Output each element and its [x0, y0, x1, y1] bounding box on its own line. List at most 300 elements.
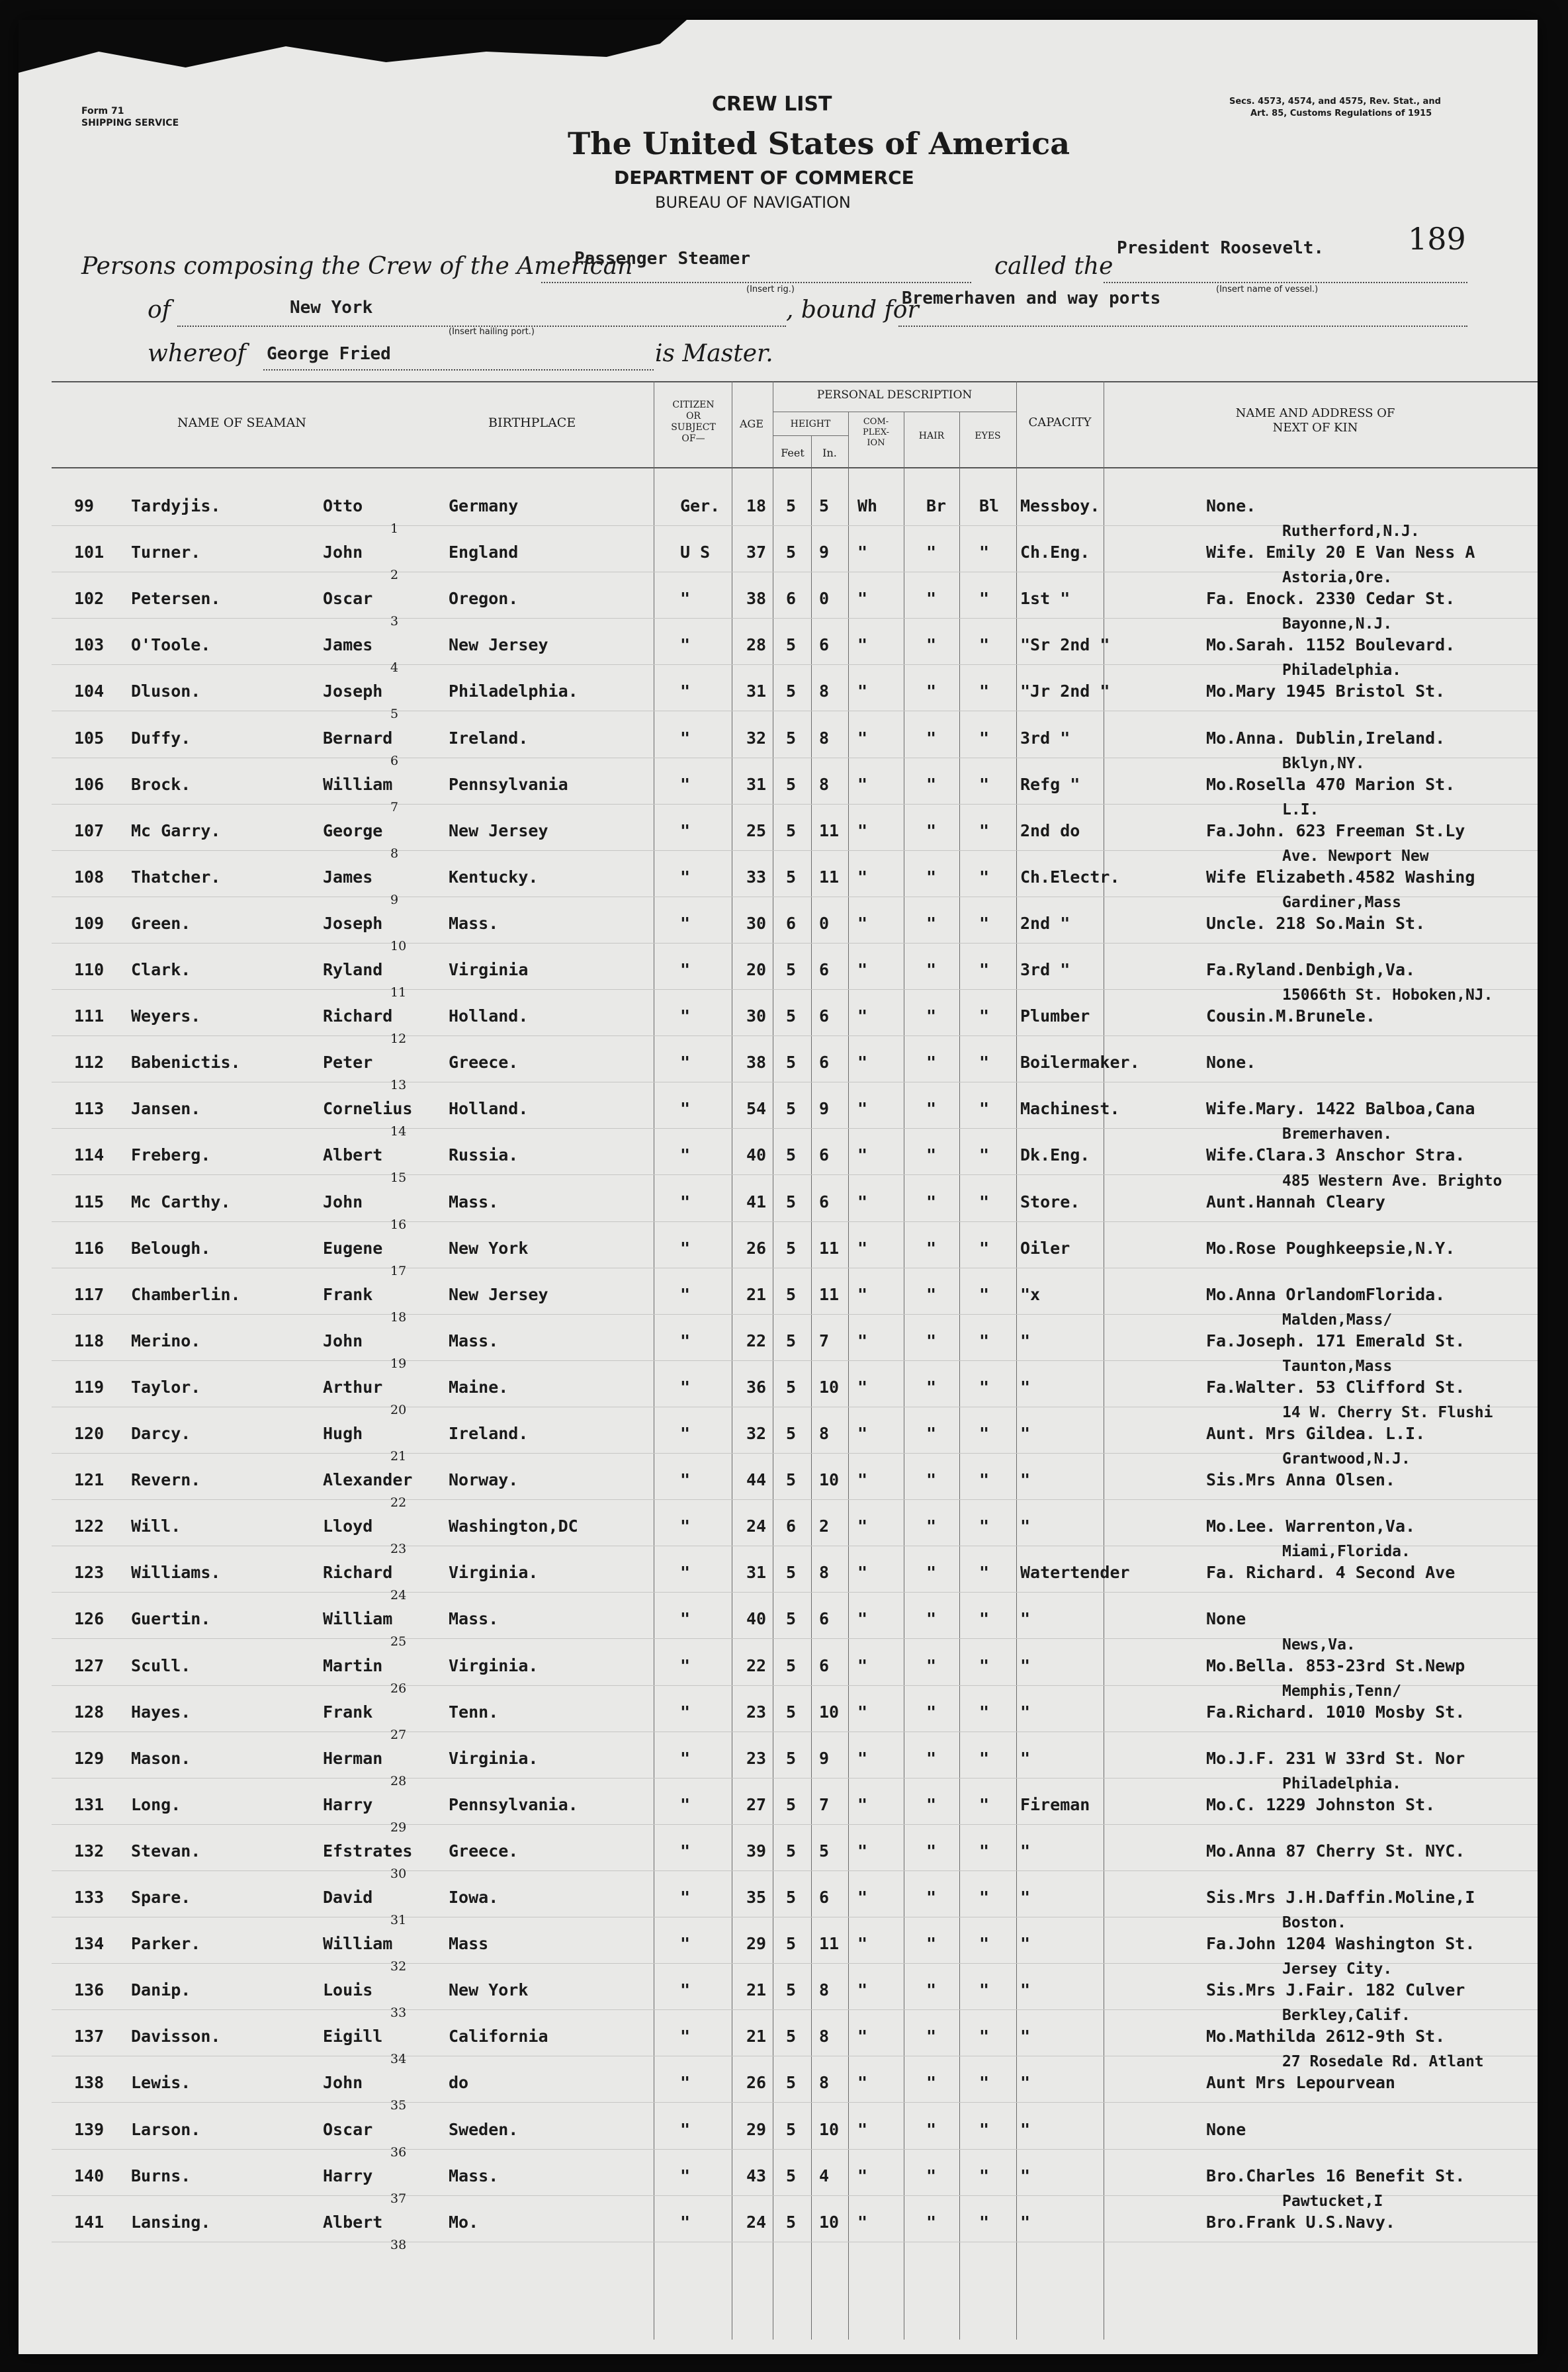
- seaman-surname: Mason.: [131, 1748, 191, 1768]
- complexion-cell: ": [857, 2212, 868, 2232]
- height-feet-cell: 5: [786, 1980, 797, 2000]
- capacity-cell: ": [1020, 1655, 1031, 1675]
- row-number: 134: [74, 1934, 105, 1954]
- seaman-given-name: William: [323, 774, 393, 794]
- height-feet-cell: 5: [786, 1238, 797, 1258]
- col-name-of-seaman: NAME OF SEAMAN: [177, 416, 306, 430]
- seaman-given-name: George: [323, 820, 383, 840]
- complexion-cell: ": [857, 1888, 868, 1907]
- seaman-given-name: Joseph: [323, 681, 383, 701]
- complexion-cell: ": [857, 1609, 868, 1629]
- row-number: 99: [74, 496, 95, 515]
- age-cell: 38: [746, 589, 767, 609]
- seaman-surname: Hayes.: [131, 1702, 191, 1722]
- eyes-cell: ": [979, 728, 990, 748]
- row-number: 122: [74, 1516, 105, 1536]
- next-of-kin-cell: Sis.Mrs J.Fair. 182 Culver: [1206, 1980, 1465, 2000]
- seaman-surname: Taylor.: [131, 1377, 201, 1397]
- hair-cell: ": [926, 681, 937, 701]
- eyes-cell: ": [979, 960, 990, 979]
- next-of-kin-address-extra: Pawtucket,I: [1282, 2192, 1383, 2210]
- line-index: 12: [390, 1032, 407, 1047]
- line-index: 11: [390, 985, 407, 1000]
- col-complexion-line-3: ION: [867, 438, 885, 448]
- capacity-cell: ": [1020, 1424, 1031, 1443]
- age-cell: 23: [746, 1702, 767, 1722]
- hair-cell: ": [926, 2166, 937, 2185]
- next-of-kin-cell: None.: [1206, 1053, 1256, 1073]
- birthplace-cell: Greece.: [449, 1053, 519, 1073]
- eyes-cell: ": [979, 2027, 990, 2046]
- seaman-given-name: Richard: [323, 1563, 393, 1583]
- next-of-kin-address-extra: L.I.: [1282, 801, 1319, 818]
- row-number: 119: [74, 1377, 105, 1397]
- height-feet-cell: 5: [786, 2212, 797, 2232]
- complexion-cell: ": [857, 2027, 868, 2046]
- seaman-surname: Will.: [131, 1516, 181, 1536]
- row-number: 103: [74, 635, 105, 655]
- citizen-cell: ": [680, 1470, 691, 1490]
- col-personal-description: PERSONAL DESCRIPTION: [816, 388, 973, 402]
- seaman-surname: Duffy.: [131, 728, 191, 748]
- capacity-cell: ": [1020, 1702, 1031, 1722]
- next-of-kin-address-extra: Bklyn,NY.: [1282, 754, 1365, 772]
- capacity-cell: ": [1020, 1748, 1031, 1768]
- line-index: 32: [390, 1959, 407, 1974]
- col-eyes: EYES: [975, 431, 1001, 441]
- next-of-kin-address-extra: Grantwood,N.J.: [1282, 1450, 1411, 1468]
- height-feet-cell: 5: [786, 543, 797, 562]
- age-cell: 38: [746, 1053, 767, 1073]
- row-number: 140: [74, 2166, 105, 2185]
- eyes-cell: ": [979, 1099, 990, 1119]
- height-feet-cell: 5: [786, 960, 797, 979]
- eyes-cell: ": [979, 2166, 990, 2185]
- next-of-kin-cell: None: [1206, 1609, 1246, 1629]
- eyes-cell: ": [979, 1331, 990, 1350]
- height-inches-cell: 8: [819, 774, 830, 794]
- seaman-surname: Stevan.: [131, 1841, 201, 1861]
- complexion-cell: ": [857, 1702, 868, 1722]
- shipping-service-label: SHIPPING SERVICE: [81, 118, 179, 128]
- age-cell: 30: [746, 913, 767, 933]
- row-number: 109: [74, 913, 105, 933]
- seaman-given-name: John: [323, 1331, 363, 1350]
- complexion-cell: ": [857, 2119, 868, 2139]
- eyes-cell: ": [979, 1006, 990, 1026]
- birthplace-cell: Virginia.: [449, 1655, 539, 1675]
- seaman-surname: Weyers.: [131, 1006, 201, 1026]
- height-inches-cell: 2: [819, 1516, 830, 1536]
- next-of-kin-cell: Mo.Mathilda 2612-9th St.: [1206, 2027, 1446, 2046]
- citizen-cell: ": [680, 2212, 691, 2232]
- hair-cell: ": [926, 1006, 937, 1026]
- line-index: 5: [390, 707, 399, 722]
- birthplace-cell: Virginia.: [449, 1563, 539, 1583]
- height-feet-cell: 5: [786, 2166, 797, 2185]
- age-cell: 32: [746, 1424, 767, 1443]
- seaman-surname: Merino.: [131, 1331, 201, 1350]
- height-inches-cell: 11: [819, 1934, 840, 1954]
- height-inches-cell: 7: [819, 1794, 830, 1814]
- eyes-cell: ": [979, 1377, 990, 1397]
- height-feet-cell: 5: [786, 1841, 797, 1861]
- age-cell: 24: [746, 2212, 767, 2232]
- citizen-cell: ": [680, 1934, 691, 1954]
- capacity-cell: ": [1020, 1980, 1031, 2000]
- hair-cell: ": [926, 2119, 937, 2139]
- col-hair: HAIR: [918, 431, 945, 441]
- hair-cell: ": [926, 1934, 937, 1954]
- complexion-cell: ": [857, 820, 868, 840]
- capacity-cell: Machinest.: [1020, 1099, 1120, 1119]
- height-inches-cell: 4: [819, 2166, 830, 2185]
- height-feet-cell: 5: [786, 728, 797, 748]
- birthplace-cell: Mass.: [449, 1192, 499, 1211]
- hair-cell: ": [926, 1284, 937, 1304]
- vessel-rig: Passenger Steamer: [574, 249, 751, 269]
- height-inches-cell: 0: [819, 913, 830, 933]
- seaman-surname: Belough.: [131, 1238, 211, 1258]
- next-of-kin-address-extra: Bremerhaven.: [1282, 1125, 1393, 1143]
- crew-list-sheet: [19, 20, 1538, 2354]
- statute-line-2: Art. 85, Customs Regulations of 1915: [1250, 109, 1432, 118]
- seaman-surname: Petersen.: [131, 589, 221, 609]
- line-index: 9: [390, 892, 399, 907]
- hair-cell: ": [926, 1841, 937, 1861]
- eyes-cell: ": [979, 1980, 990, 2000]
- document-title: CREW LIST: [712, 93, 832, 116]
- col-citizen-line-2: OR: [685, 411, 701, 421]
- height-feet-cell: 5: [786, 1609, 797, 1629]
- row-number: 112: [74, 1053, 105, 1073]
- age-cell: 25: [746, 820, 767, 840]
- row-number: 129: [74, 1748, 105, 1768]
- line-index: 21: [390, 1449, 407, 1464]
- col-height: HEIGHT: [790, 419, 831, 429]
- seaman-surname: Turner.: [131, 543, 201, 562]
- citizen-cell: ": [680, 1377, 691, 1397]
- crew-persons-label: Persons composing the Crew of the American: [81, 253, 633, 280]
- citizen-cell: ": [680, 1748, 691, 1768]
- next-of-kin-address-extra: Miami,Florida.: [1282, 1543, 1411, 1561]
- line-index: 2: [390, 568, 399, 583]
- seaman-given-name: Albert: [323, 1145, 383, 1165]
- complexion-cell: ": [857, 635, 868, 655]
- master-name: George Fried: [267, 344, 391, 364]
- height-feet-cell: 5: [786, 1888, 797, 1907]
- citizen-cell: ": [680, 1794, 691, 1814]
- line-index: 20: [390, 1402, 407, 1417]
- eyes-cell: ": [979, 589, 990, 609]
- eyes-cell: ": [979, 1563, 990, 1583]
- called-label: called the: [994, 253, 1113, 280]
- hair-cell: ": [926, 867, 937, 887]
- age-cell: 27: [746, 1794, 767, 1814]
- capacity-cell: ": [1020, 2073, 1031, 2093]
- seaman-surname: Long.: [131, 1794, 181, 1814]
- citizen-cell: ": [680, 1006, 691, 1026]
- height-inches-cell: 10: [819, 2119, 840, 2139]
- height-inches-cell: 6: [819, 1192, 830, 1211]
- height-feet-cell: 5: [786, 1284, 797, 1304]
- is-master-label: is Master.: [655, 340, 773, 367]
- complexion-cell: ": [857, 1192, 868, 1211]
- line-index: 34: [390, 2052, 407, 2067]
- citizen-cell: ": [680, 1238, 691, 1258]
- capacity-cell: Boilermaker.: [1020, 1053, 1140, 1073]
- birthplace-cell: Norway.: [449, 1470, 519, 1490]
- eyes-cell: ": [979, 681, 990, 701]
- capacity-cell: 1st ": [1020, 589, 1070, 609]
- height-inches-cell: 6: [819, 1145, 830, 1165]
- citizen-cell: ": [680, 681, 691, 701]
- seaman-surname: Babenictis.: [131, 1053, 241, 1073]
- row-number: 141: [74, 2212, 105, 2232]
- hair-cell: ": [926, 1053, 937, 1073]
- citizen-cell: Ger.: [680, 496, 720, 515]
- row-number: 120: [74, 1424, 105, 1443]
- seaman-given-name: Ryland: [323, 960, 383, 979]
- height-feet-cell: 5: [786, 1192, 797, 1211]
- age-cell: 23: [746, 1748, 767, 1768]
- eyes-cell: ": [979, 1284, 990, 1304]
- seaman-surname: Jansen.: [131, 1099, 201, 1119]
- capacity-cell: ": [1020, 1934, 1031, 1954]
- next-of-kin-cell: Wife.Mary. 1422 Balboa,Cana: [1206, 1099, 1475, 1119]
- birthplace-cell: New York: [449, 1238, 529, 1258]
- next-of-kin-cell: Aunt. Mrs Gildea. L.I.: [1206, 1424, 1426, 1443]
- line-index: 26: [390, 1681, 407, 1696]
- eyes-cell: ": [979, 543, 990, 562]
- seaman-surname: Lansing.: [131, 2212, 211, 2232]
- next-of-kin-cell: Fa.John. 623 Freeman St.Ly: [1206, 820, 1465, 840]
- capacity-cell: ": [1020, 1609, 1031, 1629]
- eyes-cell: ": [979, 1470, 990, 1490]
- birthplace-cell: New Jersey: [449, 1284, 548, 1304]
- col-birthplace: BIRTHPLACE: [488, 416, 576, 430]
- bound-for-label: , bound for: [786, 296, 919, 324]
- next-of-kin-address-extra: Astoria,Ore.: [1282, 569, 1393, 587]
- height-inches-cell: 10: [819, 1470, 840, 1490]
- seaman-given-name: Hugh: [323, 1424, 363, 1443]
- citizen-cell: ": [680, 1099, 691, 1119]
- complexion-cell: ": [857, 1006, 868, 1026]
- height-inches-cell: 6: [819, 1053, 830, 1073]
- height-feet-cell: 5: [786, 820, 797, 840]
- seaman-surname: Davisson.: [131, 2027, 221, 2046]
- height-feet-cell: 5: [786, 867, 797, 887]
- age-cell: 21: [746, 1980, 767, 2000]
- eyes-cell: ": [979, 2212, 990, 2232]
- capacity-cell: ": [1020, 2166, 1031, 2185]
- line-index: 22: [390, 1495, 407, 1511]
- complexion-cell: ": [857, 774, 868, 794]
- next-of-kin-cell: Mo.Anna. Dublin,Ireland.: [1206, 728, 1446, 748]
- next-of-kin-cell: None: [1206, 2119, 1246, 2139]
- complexion-cell: ": [857, 960, 868, 979]
- citizen-cell: ": [680, 1192, 691, 1211]
- next-of-kin-cell: Mo.Lee. Warrenton,Va.: [1206, 1516, 1416, 1536]
- eyes-cell: ": [979, 1748, 990, 1768]
- age-cell: 33: [746, 867, 767, 887]
- eyes-cell: ": [979, 1888, 990, 1907]
- seaman-given-name: Cornelius: [323, 1099, 413, 1119]
- complexion-cell: ": [857, 1331, 868, 1350]
- next-of-kin-cell: Sis.Mrs Anna Olsen.: [1206, 1470, 1395, 1490]
- birthplace-cell: Philadelphia.: [449, 681, 578, 701]
- row-number: 121: [74, 1470, 105, 1490]
- seaman-given-name: Bernard: [323, 728, 393, 748]
- hair-cell: ": [926, 2027, 937, 2046]
- capacity-cell: Dk.Eng.: [1020, 1145, 1090, 1165]
- birthplace-cell: Mass.: [449, 1609, 499, 1629]
- seaman-surname: Parker.: [131, 1934, 201, 1954]
- hair-cell: ": [926, 589, 937, 609]
- next-of-kin-address-extra: Philadelphia.: [1282, 1775, 1402, 1792]
- complexion-cell: ": [857, 1934, 868, 1954]
- line-index: 28: [390, 1773, 407, 1788]
- birthplace-cell: Virginia: [449, 960, 529, 979]
- birthplace-cell: California: [449, 2027, 548, 2046]
- birthplace-cell: Germany: [449, 496, 519, 515]
- citizen-cell: ": [680, 1053, 691, 1073]
- capacity-cell: ": [1020, 1377, 1031, 1397]
- next-of-kin-cell: Mo.Sarah. 1152 Boulevard.: [1206, 635, 1456, 655]
- height-feet-cell: 5: [786, 774, 797, 794]
- citizen-cell: ": [680, 2119, 691, 2139]
- seaman-surname: Thatcher.: [131, 867, 221, 887]
- seaman-given-name: David: [323, 1888, 373, 1907]
- capacity-cell: ": [1020, 1888, 1031, 1907]
- row-number: 115: [74, 1192, 105, 1211]
- line-index: 29: [390, 1820, 407, 1835]
- hair-cell: ": [926, 1980, 937, 2000]
- citizen-cell: ": [680, 1563, 691, 1583]
- col-citizen-line-4: OF—: [681, 433, 705, 444]
- age-cell: 24: [746, 1516, 767, 1536]
- height-feet-cell: 5: [786, 1424, 797, 1443]
- birthplace-cell: Maine.: [449, 1377, 509, 1397]
- eyes-cell: ": [979, 867, 990, 887]
- birthplace-cell: Mass: [449, 1934, 489, 1954]
- row-number: 139: [74, 2119, 105, 2139]
- capacity-cell: Ch.Eng.: [1020, 543, 1090, 562]
- birthplace-cell: Kentucky.: [449, 867, 539, 887]
- birthplace-cell: Oregon.: [449, 589, 519, 609]
- row-number: 127: [74, 1655, 105, 1675]
- row-number: 113: [74, 1099, 105, 1119]
- eyes-cell: ": [979, 2119, 990, 2139]
- next-of-kin-cell: Fa.Richard. 1010 Mosby St.: [1206, 1702, 1465, 1722]
- next-of-kin-cell: Fa.Walter. 53 Clifford St.: [1206, 1377, 1465, 1397]
- height-feet-cell: 6: [786, 589, 797, 609]
- height-feet-cell: 5: [786, 681, 797, 701]
- next-of-kin-address-extra: Gardiner,Mass: [1282, 893, 1402, 911]
- citizen-cell: ": [680, 635, 691, 655]
- row-number: 106: [74, 774, 105, 794]
- next-of-kin-cell: Wife Elizabeth.4582 Washing: [1206, 867, 1475, 887]
- height-inches-cell: 8: [819, 681, 830, 701]
- citizen-cell: ": [680, 589, 691, 609]
- height-feet-cell: 6: [786, 913, 797, 933]
- citizen-cell: ": [680, 1609, 691, 1629]
- height-feet-cell: 6: [786, 1516, 797, 1536]
- line-index: 17: [390, 1263, 407, 1278]
- next-of-kin-cell: Mo.Anna 87 Cherry St. NYC.: [1206, 1841, 1465, 1861]
- eyes-cell: ": [979, 1841, 990, 1861]
- height-feet-cell: 5: [786, 635, 797, 655]
- birthplace-cell: Mass.: [449, 2166, 499, 2185]
- row-number: 108: [74, 867, 105, 887]
- seaman-surname: Larson.: [131, 2119, 201, 2139]
- age-cell: 29: [746, 1934, 767, 1954]
- eyes-cell: Bl: [979, 496, 1000, 515]
- eyes-cell: ": [979, 1934, 990, 1954]
- capacity-cell: Ch.Electr.: [1020, 867, 1120, 887]
- row-number: 114: [74, 1145, 105, 1165]
- complexion-cell: ": [857, 1238, 868, 1258]
- seaman-surname: Chamberlin.: [131, 1284, 241, 1304]
- col-citizen-line-3: SUBJECT: [671, 422, 716, 433]
- seaman-surname: Lewis.: [131, 2073, 191, 2093]
- hair-cell: ": [926, 1794, 937, 1814]
- seaman-given-name: Harry: [323, 1794, 373, 1814]
- home-port-note: (Insert hailing port.): [449, 327, 535, 337]
- hair-cell: ": [926, 1238, 937, 1258]
- hair-cell: ": [926, 1424, 937, 1443]
- eyes-cell: ": [979, 635, 990, 655]
- seaman-given-name: Eugene: [323, 1238, 383, 1258]
- height-inches-cell: 6: [819, 1655, 830, 1675]
- statute-line-1: Secs. 4573, 4574, and 4575, Rev. Stat., and: [1229, 97, 1441, 107]
- birthplace-cell: Virginia.: [449, 1748, 539, 1768]
- birthplace-cell: Mass.: [449, 913, 499, 933]
- line-index: 3: [390, 614, 399, 629]
- seaman-surname: Brock.: [131, 774, 191, 794]
- citizen-cell: ": [680, 1888, 691, 1907]
- height-inches-cell: 0: [819, 589, 830, 609]
- height-inches-cell: 9: [819, 543, 830, 562]
- col-complexion-line-1: COM-: [863, 417, 889, 427]
- next-of-kin-cell: Mo.Rose Poughkeepsie,N.Y.: [1206, 1238, 1456, 1258]
- complexion-cell: ": [857, 1516, 868, 1536]
- row-number: 136: [74, 1980, 105, 2000]
- age-cell: 37: [746, 543, 767, 562]
- form-number: Form 71: [81, 106, 124, 116]
- line-index: 18: [390, 1309, 407, 1325]
- height-feet-cell: 5: [786, 1470, 797, 1490]
- hair-cell: ": [926, 635, 937, 655]
- height-inches-cell: 11: [819, 1238, 840, 1258]
- row-rule: [52, 2102, 1538, 2103]
- row-number: 128: [74, 1702, 105, 1722]
- capacity-cell: 3rd ": [1020, 960, 1070, 979]
- eyes-cell: ": [979, 1655, 990, 1675]
- capacity-cell: Oiler: [1020, 1238, 1070, 1258]
- line-index: 35: [390, 2098, 407, 2113]
- height-feet-cell: 5: [786, 1145, 797, 1165]
- eyes-cell: ": [979, 1053, 990, 1073]
- capacity-cell: 2nd do: [1020, 820, 1080, 840]
- seaman-surname: Spare.: [131, 1888, 191, 1907]
- hair-cell: ": [926, 1470, 937, 1490]
- row-number: 133: [74, 1888, 105, 1907]
- row-number: 118: [74, 1331, 105, 1350]
- age-cell: 40: [746, 1145, 767, 1165]
- next-of-kin-address-extra: News,Va.: [1282, 1636, 1356, 1653]
- next-of-kin-address-extra: Ave. Newport New: [1282, 847, 1429, 865]
